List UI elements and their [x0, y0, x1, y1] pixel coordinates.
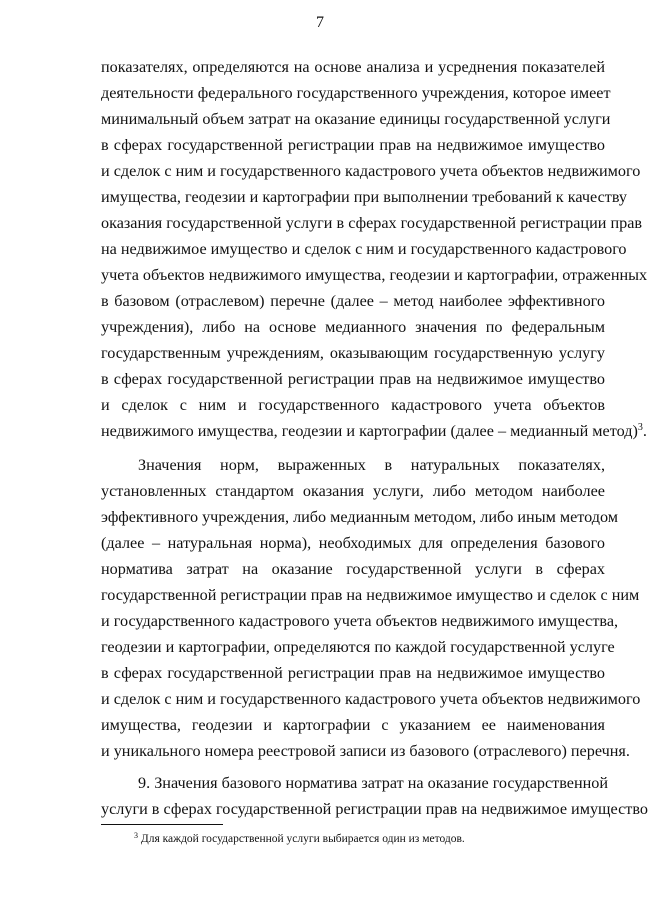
text-line: оказания государственной услуги в сферах государственной регистрации прав [101, 214, 643, 232]
text-line-content: недвижимого имущества, геодезии и картографии (далее – медианный метод) [101, 422, 638, 440]
text-line: на недвижимое имущество и сделок с ним и государственного кадастрового [101, 240, 627, 258]
text-line: и сделок с ним и государственного кадастрового учета объектов недвижимого [101, 162, 641, 180]
text-line: (далее – натуральная норма), необходимых для определения базового [101, 534, 605, 552]
text-line: в сферах государственной регистрации прав на недвижимое имущество [101, 136, 605, 154]
text-line: показателях, определяются на основе анализа и усреднения показателей [101, 58, 605, 76]
text-line: и сделок с ним и государственного кадастрового учета объектов недвижимого [101, 690, 641, 708]
page-number: 7 [316, 14, 324, 31]
text-line: учреждения), либо на основе медианного значения по федеральным [101, 318, 605, 336]
text-line: учета объектов недвижимого имущества, геодезии и картографии, отраженных [101, 266, 648, 284]
footnote [134, 832, 465, 846]
footnote-divider [101, 824, 223, 825]
text-line: 9. Значения базового норматива затрат на оказание государственной [138, 774, 609, 792]
text-line: недвижимого имущества, геодезии и картографии (далее – медианный метод)$^3$. [101, 422, 647, 440]
text-line: и государственного кадастрового учета объектов недвижимого имущества, [101, 612, 619, 630]
footnote-number: 3 [134, 831, 138, 840]
text-line: услуги в сферах государственной регистрации прав на недвижимое имущество [101, 800, 648, 818]
text-line: минимальный объем затрат на оказание единицы государственной услуги [101, 110, 611, 128]
text-line: и сделок с ним и государственного кадастрового учета объектов [101, 396, 605, 414]
text-line: Значения норм, выраженных в натуральных показателях, [138, 456, 605, 474]
text-line: геодезии и картографии, определяются по каждой государственной услуге [101, 638, 615, 656]
text-line: имущества, геодезии и картографии с указанием ее наименования [101, 716, 605, 734]
text-line: государственным учреждениям, оказывающим государственную услугу [101, 344, 605, 362]
text-line: в сферах государственной регистрации прав на недвижимое имущество [101, 370, 605, 388]
text-line: государственной регистрации прав на недвижимое имущество и сделок с ним [101, 586, 640, 604]
text-line: деятельности федерального государственного учреждения, которое имеет [101, 84, 611, 102]
footnote-text: Для каждой государственной услуги выбирается один из методов. [140, 833, 465, 845]
text-line: в базовом (отраслевом) перечне (далее – метод наиболее эффективного [101, 292, 605, 310]
footnote-reference: 3 [637, 422, 643, 433]
text-line: имущества, геодезии и картографии при выполнении требований к качеству [101, 188, 628, 206]
text-line: эффективного учреждения, либо медианным методом, либо иным методом [101, 508, 619, 526]
text-line: норматива затрат на оказание государственной услуги в сферах [101, 560, 605, 578]
text-line: и уникального номера реестровой записи из базового (отраслевого) перечня. [101, 742, 630, 760]
text-line: установленных стандартом оказания услуги, либо методом наиболее [101, 482, 605, 500]
text-line: в сферах государственной регистрации прав на недвижимое имущество [101, 664, 605, 682]
